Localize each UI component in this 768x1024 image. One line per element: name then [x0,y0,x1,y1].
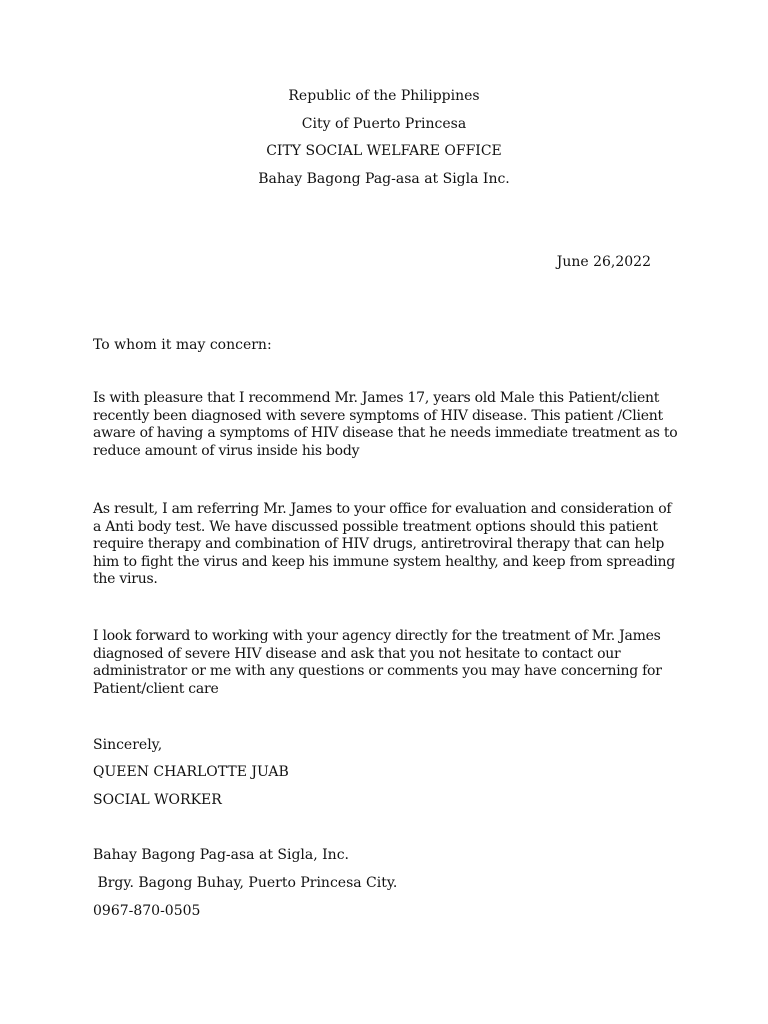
salutation: To whom it may concern: [93,337,272,353]
body-paragraph-1: Is with pleasure that I recommend Mr. James 17, years old Male this Patient/client recently been diagnosed with severe symptoms of HIV disease. This patient /Client aware of having a symptoms of HIV disease that he needs immediate treatment as to reduce amount of virus inside his body [93,390,678,459]
body-paragraph-3: I look forward to working with your agency directly for the treatment of Mr. James diagnosed of severe HIV disease and ask that you not hesitate to contact our administrator or me with any questions or comments you may have concerning for Patient/client care [93,628,662,697]
header-country: Republic of the Philippines [288,88,480,104]
header-organization: Bahay Bagong Pag-asa at Sigla Inc. [258,171,510,187]
footer-phone: 0967-870-0505 [93,903,201,919]
header-city: City of Puerto Princesa [301,116,467,132]
footer-address: Brgy. Bagong Buhay, Puerto Princesa City. [93,875,398,891]
valediction: Sincerely, [93,737,163,753]
letter-date: June 26,2022 [556,254,651,270]
header-office: CITY SOCIAL WELFARE OFFICE [266,143,502,159]
signatory-name: QUEEN CHARLOTTE JUAB [93,764,289,780]
body-paragraph-2: As result, I am referring Mr. James to your office for evaluation and consideration of a Anti body test. We have discussed possible treatment options should this patient require therapy and combination of HIV drugs, antiretroviral therapy that can help him to fight the virus and keep his immune system healthy, and keep from spreading the virus. [93,501,676,587]
signatory-title: SOCIAL WORKER [93,792,222,808]
footer-organization: Bahay Bagong Pag-asa at Sigla, Inc. [93,847,349,863]
